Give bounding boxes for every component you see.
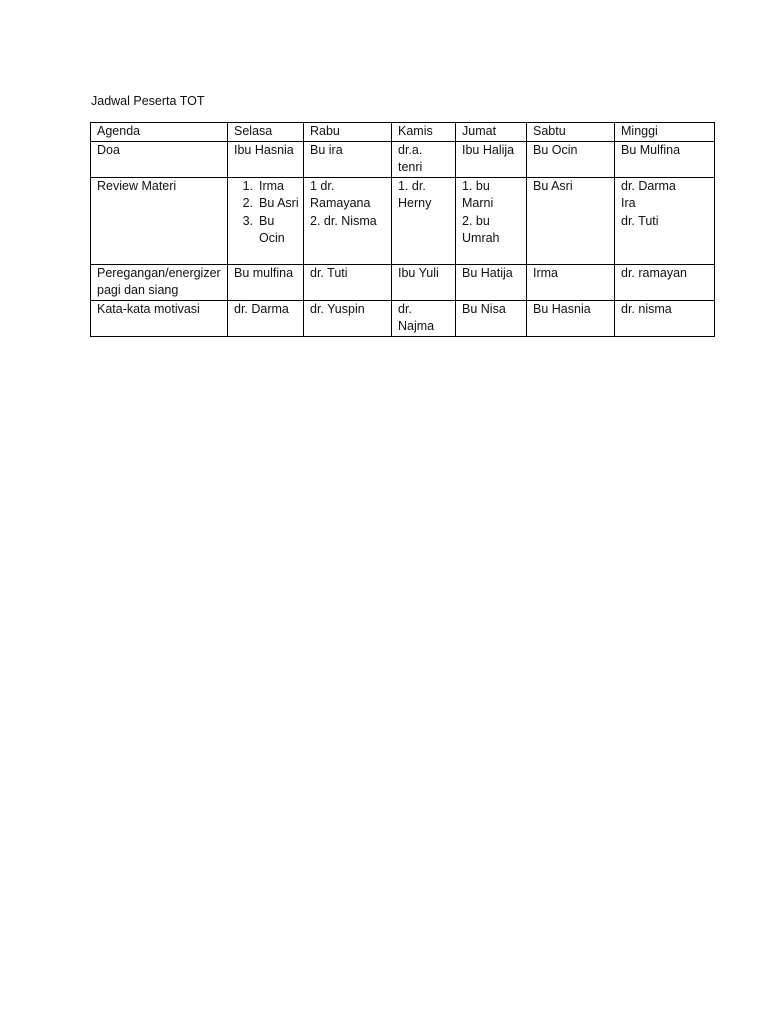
table-cell <box>228 264 304 300</box>
cell-line: Bu Asri <box>533 178 573 193</box>
list-text: Bu Asri <box>259 196 299 210</box>
table-cell <box>456 177 527 264</box>
table-cell <box>304 177 392 264</box>
list-number: 1. <box>242 178 253 193</box>
cell-line: tenri <box>398 160 423 174</box>
cell-line: dr. Darma <box>234 301 289 316</box>
cell-line: Ramayana <box>310 196 371 210</box>
table-row <box>91 264 715 300</box>
cell-line: Bu mulfina <box>234 265 294 280</box>
table-row <box>91 141 715 177</box>
cell-line: dr.a. <box>398 142 423 157</box>
table-cell <box>392 300 456 336</box>
cell-line: dr. Tuti <box>310 265 348 280</box>
cell-line: 1. dr. <box>398 178 426 193</box>
table-cell <box>527 264 615 300</box>
header-cell-agenda: Agenda <box>91 123 228 142</box>
schedule-table <box>90 122 715 337</box>
table-cell <box>304 141 392 177</box>
agenda-cell: Review Materi <box>91 177 228 264</box>
cell-line: dr. nisma <box>621 301 672 316</box>
table-cell <box>304 300 392 336</box>
list-text: Irma <box>259 178 284 193</box>
table-cell <box>228 177 304 264</box>
document-title: Jadwal Peserta TOT <box>91 94 205 108</box>
header-cell-kamis: Kamis <box>392 123 456 142</box>
cell-line: Ira <box>621 196 636 210</box>
list-number: 3. <box>242 213 253 228</box>
table-row <box>91 300 715 336</box>
cell-line: Ibu Hasnia <box>234 142 294 157</box>
table-header-row <box>91 123 715 142</box>
list-item <box>228 195 299 213</box>
table-cell <box>392 264 456 300</box>
header-cell-minggi: Minggi <box>615 123 715 142</box>
table-cell <box>456 264 527 300</box>
agenda-cell: Kata-kata motivasi <box>91 300 228 336</box>
cell-line: Marni <box>462 196 494 210</box>
list-number: 2. <box>242 196 253 210</box>
table-cell <box>456 300 527 336</box>
cell-line: Ibu Halija <box>462 142 515 157</box>
cell-line: Umrah <box>462 231 500 245</box>
cell-line: dr. Yuspin <box>310 301 365 316</box>
table-cell <box>228 300 304 336</box>
cell-line: dr. Darma <box>621 178 676 193</box>
cell-line: Bu Ocin <box>533 142 578 157</box>
table-cell <box>392 141 456 177</box>
list-text: Bu Ocin <box>259 213 285 245</box>
cell-line: Ibu Yuli <box>398 265 439 280</box>
table-cell <box>228 141 304 177</box>
header-cell-rabu: Rabu <box>304 123 392 142</box>
table-cell <box>527 141 615 177</box>
header-cell-selasa: Selasa <box>228 123 304 142</box>
cell-line: 2. bu <box>462 213 490 228</box>
numbered-list <box>228 178 299 248</box>
table-cell <box>615 300 715 336</box>
cell-line: 1 dr. <box>310 178 335 193</box>
cell-line: Irma <box>533 265 558 280</box>
table-cell <box>527 177 615 264</box>
cell-line: dr. <box>398 301 412 316</box>
cell-line: Najma <box>398 319 435 333</box>
cell-line: Bu Hatija <box>462 265 513 280</box>
cell-line: dr. Tuti <box>621 213 659 228</box>
table-cell <box>615 264 715 300</box>
cell-line: Bu Nisa <box>462 301 506 316</box>
list-item <box>228 178 299 196</box>
table-cell <box>615 177 715 264</box>
agenda-cell: Doa <box>91 141 228 177</box>
table-row <box>91 177 715 264</box>
cell-line: dr. ramayan <box>621 265 688 280</box>
header-cell-jumat: Jumat <box>456 123 527 142</box>
cell-line: 1. bu <box>462 178 490 193</box>
cell-line: Bu ira <box>310 142 343 157</box>
cell-line: Bu Hasnia <box>533 301 591 316</box>
table-cell <box>304 264 392 300</box>
header-cell-sabtu: Sabtu <box>527 123 615 142</box>
table-cell <box>527 300 615 336</box>
cell-line: 2. dr. Nisma <box>310 213 377 228</box>
table-cell <box>392 177 456 264</box>
cell-line: Herny <box>398 196 432 210</box>
list-item <box>228 213 299 248</box>
cell-line: Bu Mulfina <box>621 142 681 157</box>
table-cell <box>615 141 715 177</box>
agenda-cell: Peregangan/energizer pagi dan siang <box>91 264 228 300</box>
table-cell <box>456 141 527 177</box>
